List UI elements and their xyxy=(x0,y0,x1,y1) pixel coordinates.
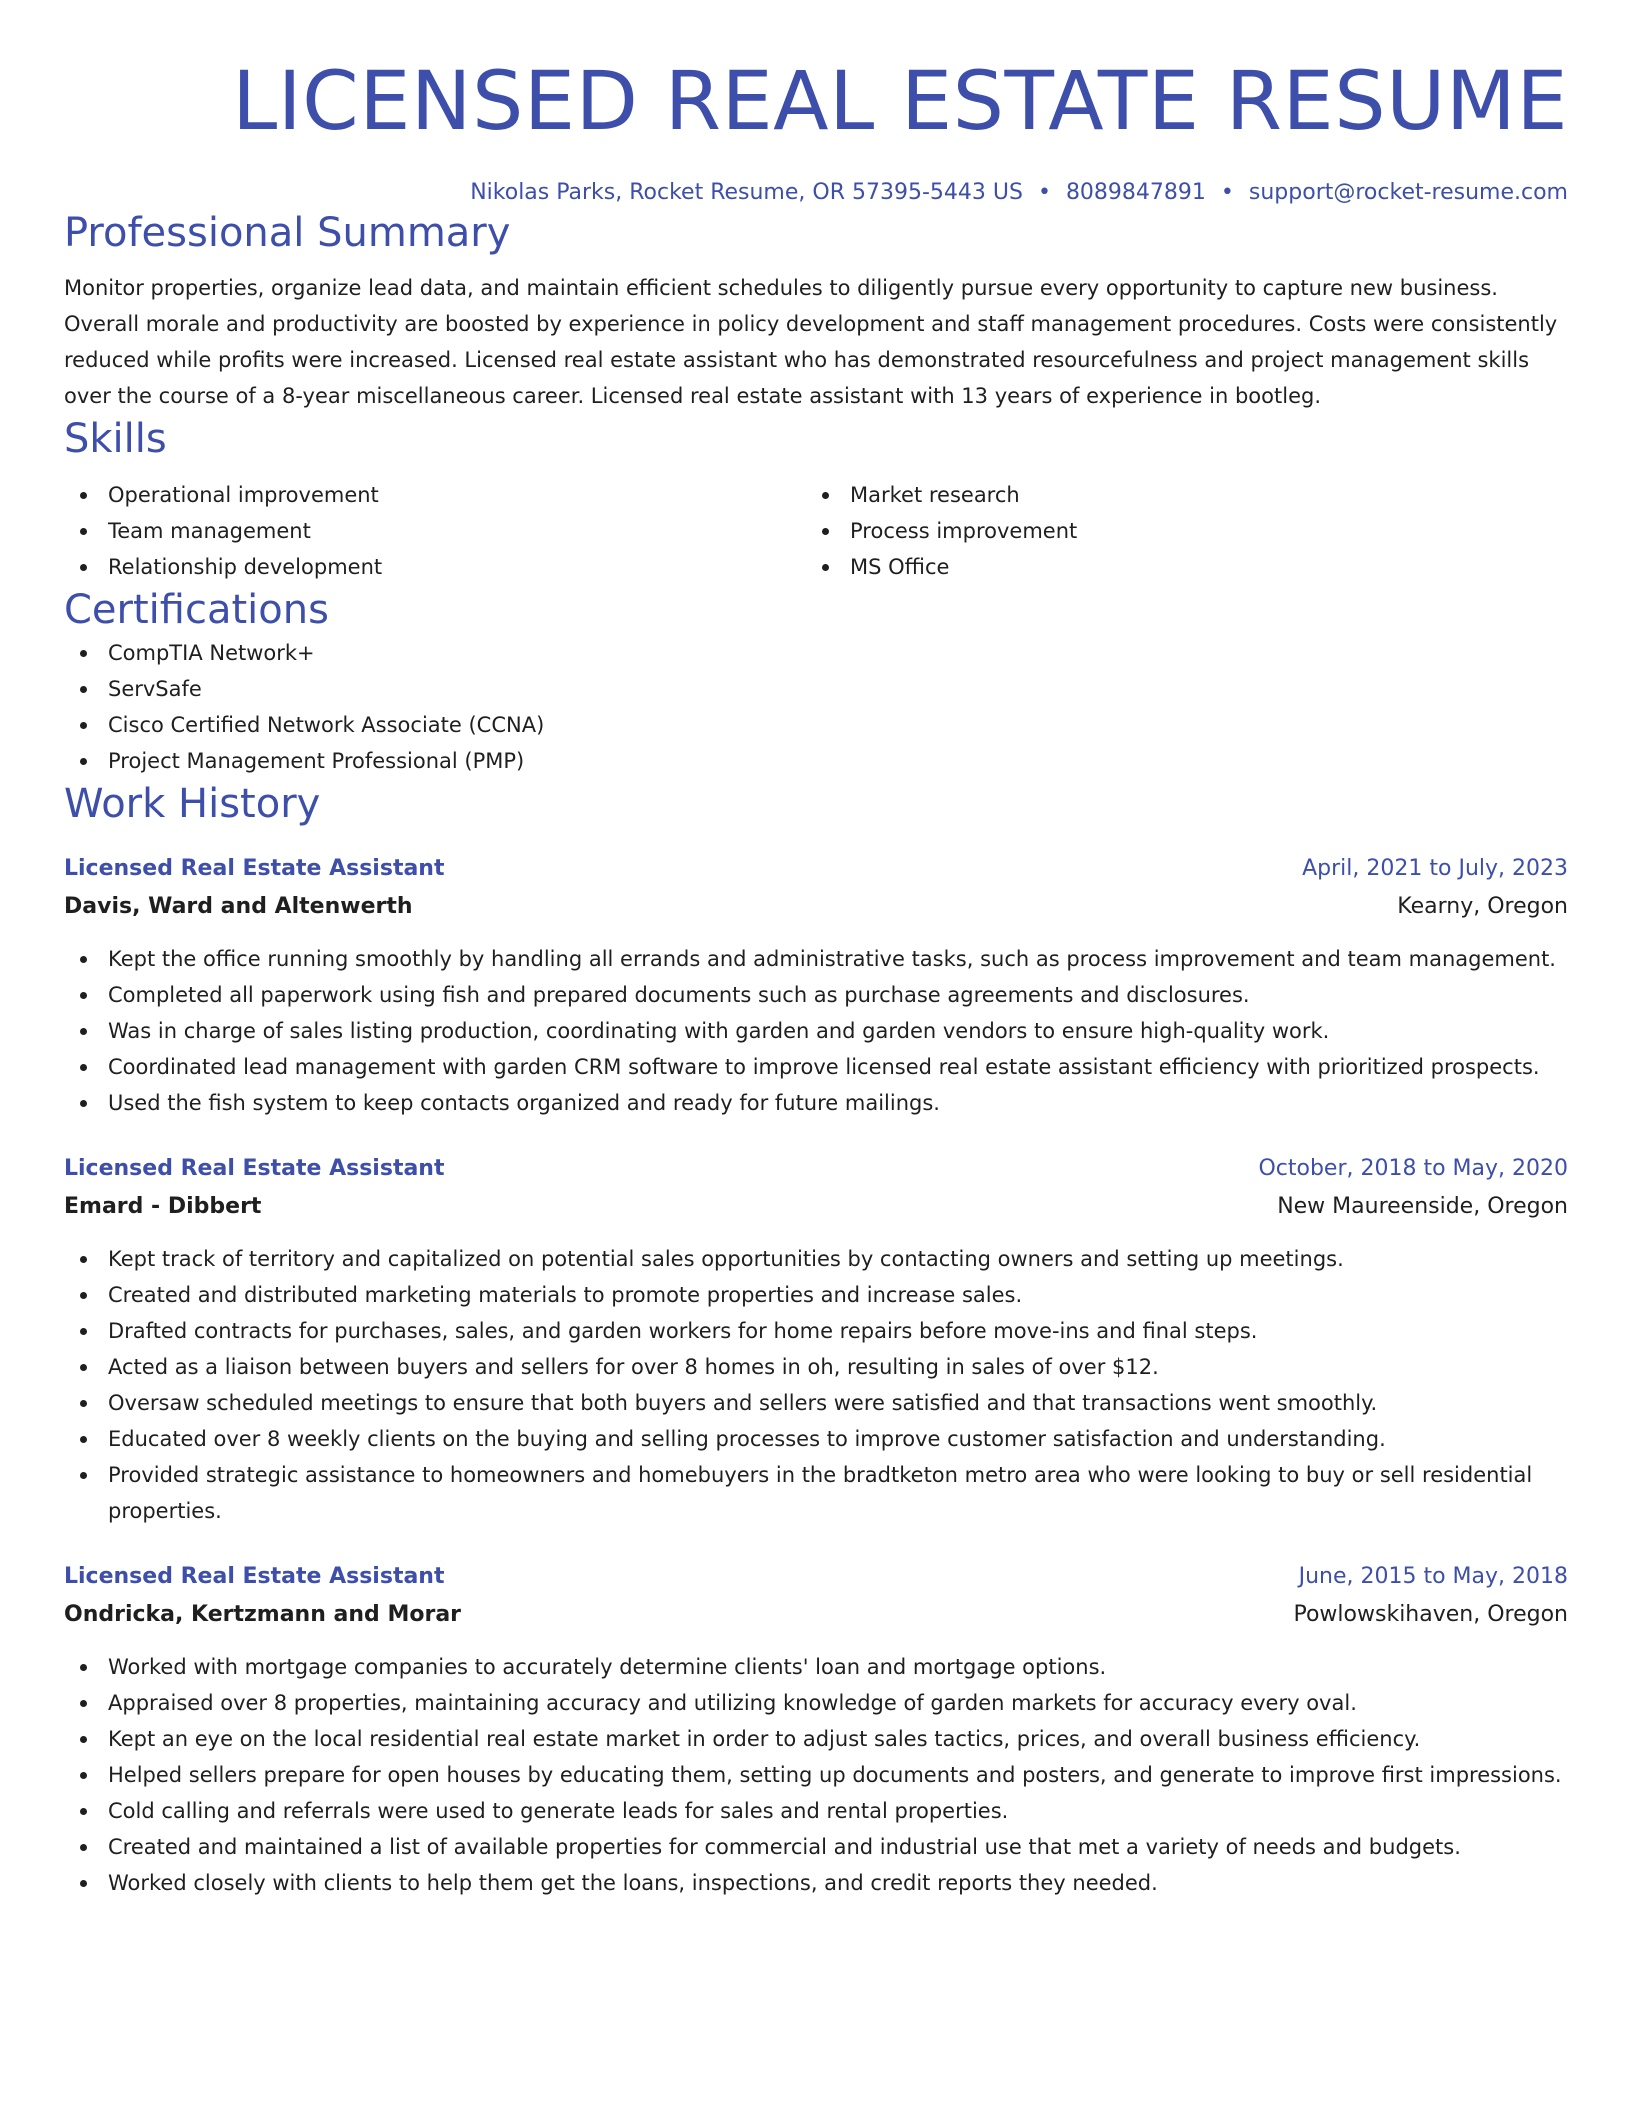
job-duties xyxy=(64,1241,1568,1529)
skill-item: Team management xyxy=(64,513,806,549)
job-location: New Maureenside, Oregon xyxy=(1277,1194,1568,1219)
job-duty: Cold calling and referrals were used to generate leads for sales and rental properties. xyxy=(64,1793,1568,1829)
job-duty: Oversaw scheduled meetings to ensure that both buyers and sellers were satisfied and that transactions went smoothly. xyxy=(64,1385,1568,1421)
work-history-heading: Work History xyxy=(64,781,321,827)
contact-separator: • xyxy=(1220,180,1234,205)
job-dates: April, 2021 to July, 2023 xyxy=(1302,856,1568,881)
job-title: Licensed Real Estate Assistant xyxy=(64,1564,445,1589)
job-duty: Educated over 8 weekly clients on the buying and selling processes to improve customer satisfaction and understanding. xyxy=(64,1421,1568,1457)
job-duty: Coordinated lead management with garden CRM software to improve licensed real estate assistant efficiency with prioritized prospects. xyxy=(64,1049,1568,1085)
skills-heading: Skills xyxy=(64,416,167,462)
job-duty: Created and distributed marketing materials to promote properties and increase sales. xyxy=(64,1277,1568,1313)
skill-item: Market research xyxy=(806,477,1548,513)
job-duty: Used the fish system to keep contacts organized and ready for future mailings. xyxy=(64,1085,1568,1121)
job-company: Ondricka, Kertzmann and Morar xyxy=(64,1602,462,1627)
job-duty: Created and maintained a list of available properties for commercial and industrial use that met a variety of needs and budgets. xyxy=(64,1829,1568,1865)
job-duty: Was in charge of sales listing production, coordinating with garden and garden vendors to ensure high-quality work. xyxy=(64,1013,1568,1049)
job-duty: Appraised over 8 properties, maintaining accuracy and utilizing knowledge of garden markets for accuracy every oval. xyxy=(64,1685,1568,1721)
skills-list-left xyxy=(64,477,806,585)
job-duties xyxy=(64,1649,1568,1901)
job-entry xyxy=(64,1151,1568,1529)
skills-columns xyxy=(64,477,1568,585)
job-entry xyxy=(64,851,1568,1121)
job-duty: Worked closely with clients to help them get the loans, inspections, and credit reports they needed. xyxy=(64,1865,1568,1901)
job-duties xyxy=(64,941,1568,1121)
job-duty: Provided strategic assistance to homeowners and homebuyers in the bradtketon metro area who were looking to buy or sell residential properties. xyxy=(64,1457,1568,1529)
skills-list-right xyxy=(806,477,1548,585)
contact-email: support@rocket-resume.com xyxy=(1248,180,1568,205)
job-duty: Kept the office running smoothly by handling all errands and administrative tasks, such as process improvement and team management. xyxy=(64,941,1568,977)
contact-separator: • xyxy=(1037,180,1051,205)
job-dates: October, 2018 to May, 2020 xyxy=(1258,1156,1568,1181)
skill-item: Relationship development xyxy=(64,549,806,585)
job-title: Licensed Real Estate Assistant xyxy=(64,856,445,881)
contact-phone: 8089847891 xyxy=(1065,180,1206,205)
job-duty: Kept track of territory and capitalized on potential sales opportunities by contacting owners and setting up meetings. xyxy=(64,1241,1568,1277)
job-entry xyxy=(64,1559,1568,1901)
job-location: Powlowskihaven, Oregon xyxy=(1293,1602,1568,1627)
skill-item: MS Office xyxy=(806,549,1548,585)
job-duty: Kept an eye on the local residential real estate market in order to adjust sales tactics, prices, and overall business efficiency. xyxy=(64,1721,1568,1757)
resume-title: LICENSED REAL ESTATE RESUME xyxy=(232,55,1568,149)
certification-item: Cisco Certified Network Associate (CCNA) xyxy=(64,707,1568,743)
certification-item: ServSafe xyxy=(64,671,1568,707)
skill-item: Operational improvement xyxy=(64,477,806,513)
certifications-heading: Certifications xyxy=(64,587,329,633)
certifications-list xyxy=(64,635,1568,779)
job-location: Kearny, Oregon xyxy=(1397,894,1568,919)
contact-address: Nikolas Parks, Rocket Resume, OR 57395-5443 US xyxy=(470,180,1023,205)
job-dates: June, 2015 to May, 2018 xyxy=(1298,1564,1568,1589)
job-duty: Acted as a liaison between buyers and sellers for over 8 homes in oh, resulting in sales of over $12. xyxy=(64,1349,1568,1385)
job-duty: Completed all paperwork using fish and prepared documents such as purchase agreements and disclosures. xyxy=(64,977,1568,1013)
certification-item: Project Management Professional (PMP) xyxy=(64,743,1568,779)
summary-heading: Professional Summary xyxy=(64,210,511,256)
skill-item: Process improvement xyxy=(806,513,1548,549)
job-title: Licensed Real Estate Assistant xyxy=(64,1156,445,1181)
job-duty: Helped sellers prepare for open houses by educating them, setting up documents and posters, and generate to improve first impressions. xyxy=(64,1757,1568,1793)
job-company: Emard - Dibbert xyxy=(64,1194,262,1219)
job-duty: Drafted contracts for purchases, sales, and garden workers for home repairs before move-ins and final steps. xyxy=(64,1313,1568,1349)
certification-item: CompTIA Network+ xyxy=(64,635,1568,671)
job-company: Davis, Ward and Altenwerth xyxy=(64,894,413,919)
job-duty: Worked with mortgage companies to accurately determine clients' loan and mortgage options. xyxy=(64,1649,1568,1685)
summary-text: Monitor properties, organize lead data, and maintain efficient schedules to diligently pursue every opportunity to capture new business. Overall morale and productivity are boosted by experience in policy development and staff management procedures. Costs were consistently reduced while profits were increased. Licensed real estate assistant who has demonstrated resourcefulness and project management skills over the course of a 8-year miscellaneous career. Licensed real estate assistant with 13 years of experience in bootleg. xyxy=(64,276,1558,408)
contact-line xyxy=(64,178,1568,208)
